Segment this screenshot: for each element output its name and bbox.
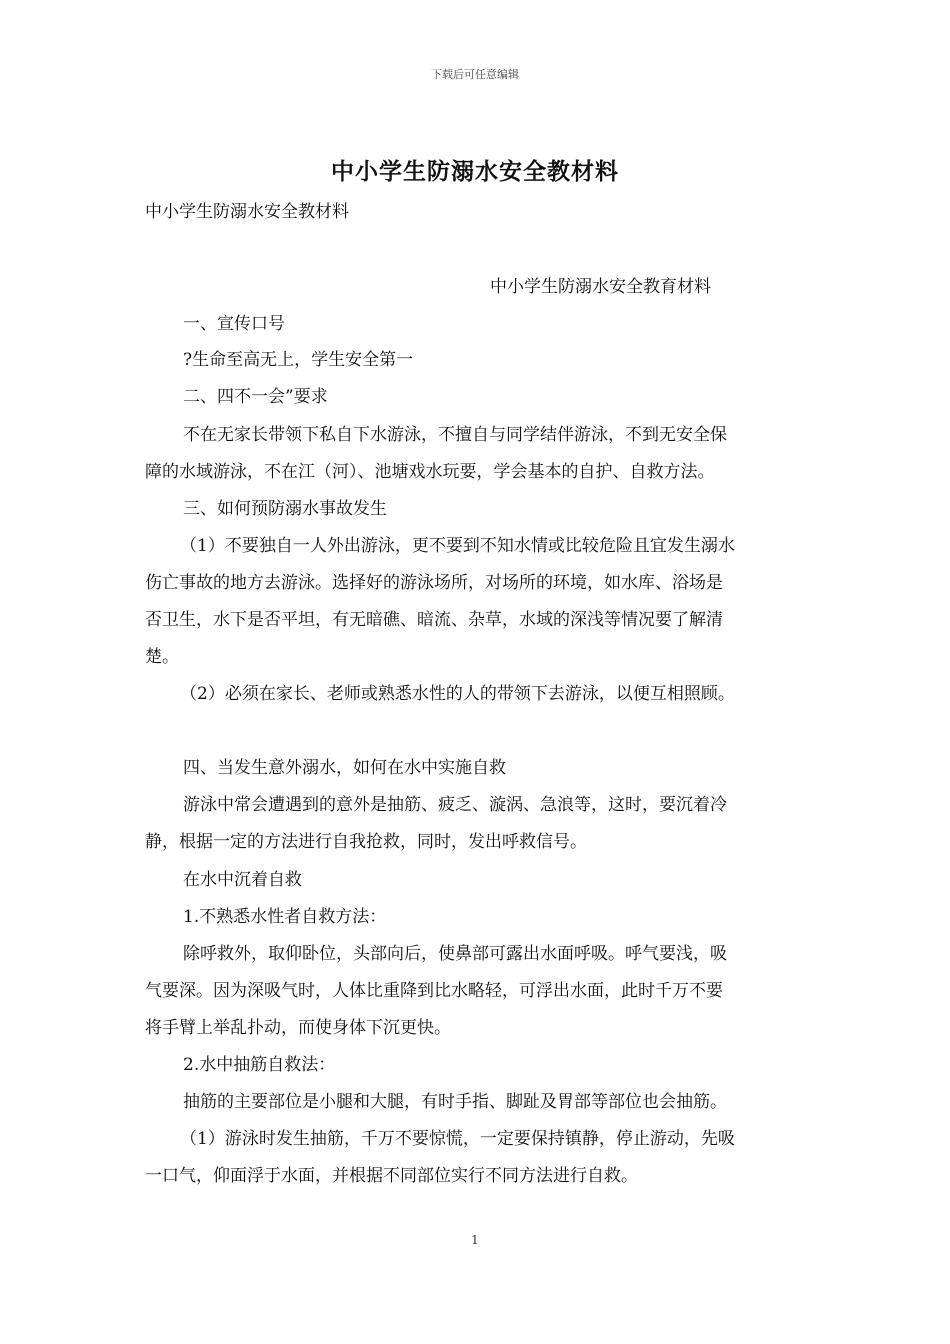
paragraph-line: 除呼救外，取仰卧位，头部向后，使鼻部可露出水面呼吸。呼气要浅，吸	[183, 944, 727, 964]
document-subtitle: 中小学生防溺水安全教材料	[145, 202, 349, 222]
paragraph-line: 将手臂上举乱扑动，而使身体下沉更快。	[145, 1018, 451, 1038]
paragraph-line: 伤亡事故的地方去游泳。选择好的游泳场所，对场所的环境，如水库、浴场是	[145, 573, 723, 593]
paragraph-line: 抽筋的主要部位是小腿和大腿，有时手指、脚趾及胃部等部位也会抽筋。	[183, 1092, 727, 1112]
subsection-heading: 在水中沉着自救	[183, 870, 302, 890]
header-note: 下载后可任意编辑	[431, 68, 519, 81]
section-heading: 二、四不一会”要求	[183, 387, 328, 407]
paragraph-line: 障的水域游泳，不在江（河）、池塘戏水玩要，学会基本的自护、自救方法。	[145, 462, 715, 482]
paragraph-line: 楚。	[145, 647, 179, 667]
paragraph-line: （1）不要独自一人外出游泳，更不要到不知水情或比较危险且宜发生溺水	[180, 536, 735, 556]
paragraph-line: 否卫生，水下是否平坦，有无暗礁、暗流、杂草，水域的深浅等情况要了解清	[145, 610, 723, 630]
paragraph-line: 不在无家长带领下私自下水游泳，不擅自与同学结伴游泳，不到无安全保	[183, 425, 727, 445]
section-heading: 四、当发生意外溺水，如何在水中实施自救	[183, 758, 506, 778]
section-heading: 一、宣传口号	[183, 314, 285, 334]
paragraph-line: 气要深。因为深吸气时，人体比重降到比水略轻，可浮出水面，此时千万不要	[145, 981, 723, 1001]
subsection-heading: 1.不熟悉水性者自救方法：	[183, 907, 387, 927]
paragraph-line: （2）必须在家长、老师或熟悉水性的人的带领下去游泳，以便互相照顾。	[180, 684, 735, 704]
right-heading: 中小学生防溺水安全教育材料	[490, 277, 711, 297]
paragraph-line: 游泳中常会遭遇到的意外是抽筋、疲乏、漩涡、急浪等，这时，要沉着冷	[183, 795, 727, 815]
document-title: 中小学生防溺水安全教材料	[331, 158, 619, 185]
paragraph-line: 静，根据一定的方法进行自我抢救，同时，发出呼救信号。	[145, 832, 587, 852]
page-number: 1	[471, 1233, 479, 1247]
slogan-line: ?生命至高无上，学生安全第一	[183, 350, 414, 370]
subsection-heading: 2.水中抽筋自救法：	[183, 1055, 336, 1075]
paragraph-line: 一口气，仰面浮于水面，并根据不同部位实行不同方法进行自救。	[145, 1166, 638, 1186]
section-heading: 三、如何预防溺水事故发生	[183, 499, 387, 519]
paragraph-line: （1）游泳时发生抽筋，千万不要惊慌，一定要保持镇静，停止游动，先吸	[180, 1129, 735, 1149]
